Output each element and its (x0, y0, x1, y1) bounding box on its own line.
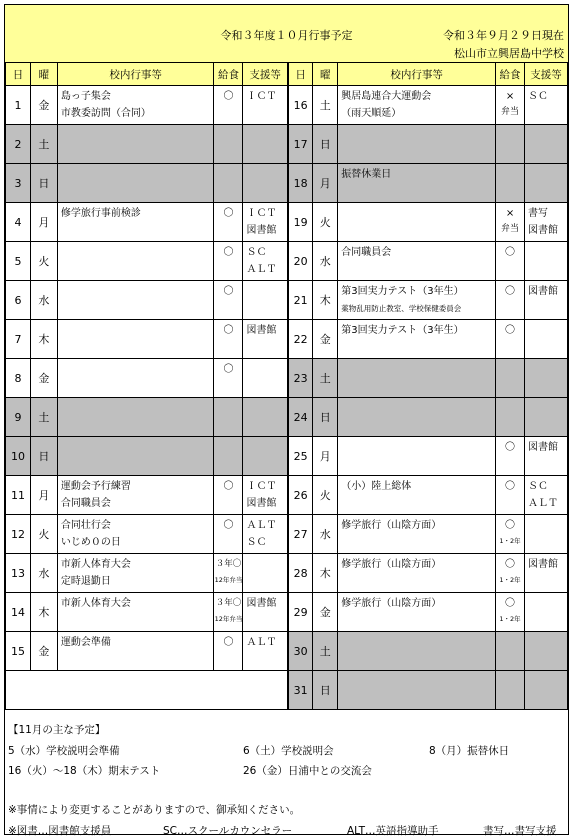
day-cell: 24 (288, 398, 313, 437)
table-row (6, 554, 568, 593)
lunch-cell (496, 359, 525, 398)
event-text: 定時退勤日 (60, 576, 111, 587)
support-text: 図書館 (246, 225, 277, 236)
weekday-cell: 木 (30, 593, 57, 632)
events-cell (338, 242, 496, 281)
day-cell: 8 (6, 359, 31, 398)
caution-note: ※事情により変更することがありますので、御承知ください。 (8, 804, 301, 816)
event-text: 第3回実力テスト（3年生） (341, 286, 464, 297)
events-cell (338, 164, 496, 203)
weekday-cell: 月 (313, 437, 338, 476)
lunch-cell (496, 515, 525, 554)
day-cell: 27 (288, 515, 313, 554)
lunch-note: 12年弁当 (214, 615, 243, 623)
event-text: （小）陸上総体 (341, 481, 412, 492)
event-text: 修学旅行（山陰方面） (341, 520, 442, 531)
col-header: 校内行事等 (57, 63, 214, 86)
support-cell (525, 476, 568, 515)
day-cell: 31 (288, 671, 313, 710)
lunch-cell (496, 125, 525, 164)
col-header: 支援等 (243, 63, 288, 86)
lunch-cell (496, 593, 525, 632)
lunch-cell (214, 125, 243, 164)
day-cell: 25 (288, 437, 313, 476)
lunch-cell (496, 86, 525, 125)
events-cell (57, 320, 214, 359)
day-cell: 12 (6, 515, 31, 554)
lunch-cell (214, 554, 243, 593)
lunch-mark: × (505, 208, 515, 219)
table-row (6, 476, 568, 515)
lunch-cell (496, 437, 525, 476)
day-cell: 26 (288, 476, 313, 515)
col-header: 曜 (30, 63, 57, 86)
support-cell (243, 632, 288, 671)
table-row (6, 164, 568, 203)
page-title: 令和３年度１０月行事予定 (220, 29, 353, 42)
weekday-cell: 木 (313, 554, 338, 593)
day-cell: 4 (6, 203, 31, 242)
day-cell: 1 (6, 86, 31, 125)
column-header-row (6, 63, 568, 86)
day-cell: 21 (288, 281, 313, 320)
lunch-note: 1・2年 (499, 576, 521, 584)
weekday-cell: 日 (313, 671, 338, 710)
support-text: 図書館 (528, 442, 558, 453)
events-cell (57, 242, 214, 281)
lunch-cell (214, 632, 243, 671)
support-cell (243, 281, 288, 320)
day-cell: 13 (6, 554, 31, 593)
support-text: ＡＬＴ (528, 498, 558, 509)
notes-heading: 【11月の主な予定】 (8, 724, 106, 736)
lunch-note: 弁当 (501, 107, 520, 117)
day-cell: 15 (6, 632, 31, 671)
day-cell: 22 (288, 320, 313, 359)
weekday-cell: 水 (313, 242, 338, 281)
support-cell (525, 242, 568, 281)
note-item: 5（水）学校説明会準備 (8, 745, 120, 757)
events-cell (57, 164, 214, 203)
day-cell: 2 (6, 125, 31, 164)
support-cell (243, 125, 288, 164)
lunch-cell (214, 86, 243, 125)
lunch-cell (214, 359, 243, 398)
day-cell: 20 (288, 242, 313, 281)
lunch-mark: 〇 (505, 325, 516, 336)
event-text: 市新人体育大会 (60, 559, 131, 570)
col-header: 日 (6, 63, 31, 86)
weekday-cell: 土 (313, 86, 338, 125)
day-cell: 7 (6, 320, 31, 359)
support-cell (525, 437, 568, 476)
event-text: 市新人体育大会 (60, 598, 131, 609)
support-cell (525, 593, 568, 632)
day-cell: 28 (288, 554, 313, 593)
school-name: 松山市立興居島中学校 (454, 47, 564, 60)
table-row (6, 281, 568, 320)
day-cell: 17 (288, 125, 313, 164)
event-text: 修学旅行（山陰方面） (341, 559, 442, 570)
weekday-cell: 火 (30, 515, 57, 554)
col-header: 校内行事等 (338, 63, 496, 86)
weekday-cell: 金 (313, 320, 338, 359)
day-cell: 19 (288, 203, 313, 242)
support-cell (243, 515, 288, 554)
lunch-cell (214, 515, 243, 554)
support-cell (525, 164, 568, 203)
weekday-cell: 金 (30, 359, 57, 398)
lunch-cell (214, 242, 243, 281)
events-cell (57, 632, 214, 671)
lunch-cell (496, 398, 525, 437)
events-cell (57, 398, 214, 437)
event-text: 市教委訪問（合同） (60, 108, 151, 119)
day-cell: 14 (6, 593, 31, 632)
lunch-mark: 〇 (505, 442, 516, 453)
support-cell (243, 476, 288, 515)
event-subtext: 薬物乱用防止教室、学校保健委員会 (341, 304, 462, 313)
weekday-cell: 土 (30, 398, 57, 437)
day-cell: 29 (288, 593, 313, 632)
lunch-cell (496, 203, 525, 242)
lunch-cell (496, 242, 525, 281)
event-text: 合同職員会 (341, 247, 392, 258)
lunch-mark: × (505, 91, 515, 102)
support-cell (525, 515, 568, 554)
day-cell: 9 (6, 398, 31, 437)
support-cell (243, 86, 288, 125)
support-cell (525, 359, 568, 398)
lunch-note: 弁当 (501, 224, 520, 234)
support-cell (525, 554, 568, 593)
events-cell (57, 437, 214, 476)
support-cell (243, 320, 288, 359)
table-row (6, 320, 568, 359)
events-cell (338, 281, 496, 320)
events-cell (57, 359, 214, 398)
day-cell: 11 (6, 476, 31, 515)
lunch-cell (214, 164, 243, 203)
support-text: 図書館 (246, 598, 277, 609)
calendar-table (5, 62, 568, 710)
support-text: ＩＣＴ (246, 208, 277, 219)
event-text: （雨天順延） (341, 108, 402, 119)
col-header: 曜 (313, 63, 338, 86)
weekday-cell: 土 (313, 632, 338, 671)
lunch-mark: 〇 (223, 286, 234, 297)
lunch-cell (214, 476, 243, 515)
weekday-cell: 水 (30, 554, 57, 593)
support-cell (525, 398, 568, 437)
events-cell (338, 86, 496, 125)
support-cell (243, 554, 288, 593)
support-text: ＳＣ (246, 247, 267, 258)
support-cell (243, 203, 288, 242)
event-text: いじめ０の日 (60, 537, 121, 548)
support-text: ＩＣＴ (246, 481, 277, 492)
legend-item: ALT…英語指導助手 (347, 825, 439, 837)
support-text: ＳＣ (528, 91, 548, 102)
lunch-cell (214, 320, 243, 359)
weekday-cell: 日 (30, 437, 57, 476)
col-header: 給食 (214, 63, 243, 86)
event-text: 運動会予行練習 (60, 481, 131, 492)
events-cell (338, 125, 496, 164)
lunch-cell (496, 281, 525, 320)
weekday-cell: 木 (313, 281, 338, 320)
events-cell (57, 203, 214, 242)
event-text: 振替休業日 (341, 169, 392, 180)
empty-cell (6, 671, 288, 710)
weekday-cell: 水 (313, 515, 338, 554)
day-cell: 16 (288, 86, 313, 125)
note-item: 16（火）～18（木）期末テスト (8, 765, 161, 777)
event-text: 興居島連合大運動会 (341, 91, 432, 102)
lunch-mark: 〇 (505, 286, 516, 297)
events-cell (57, 281, 214, 320)
events-cell (338, 593, 496, 632)
lunch-mark: 〇 (223, 637, 234, 648)
weekday-cell: 金 (30, 86, 57, 125)
note-item: 6（土）学校説明会 (243, 745, 334, 757)
support-cell (525, 86, 568, 125)
support-cell (243, 164, 288, 203)
event-text: 合同壮行会 (60, 520, 111, 531)
note-item: 8（月）振替休日 (429, 745, 510, 757)
events-cell (338, 359, 496, 398)
day-cell: 10 (6, 437, 31, 476)
events-cell (338, 515, 496, 554)
support-cell (525, 320, 568, 359)
table-row (6, 125, 568, 164)
table-row (6, 242, 568, 281)
weekday-cell: 月 (313, 164, 338, 203)
lunch-cell (214, 281, 243, 320)
lunch-mark: 〇 (223, 481, 234, 492)
day-cell: 30 (288, 632, 313, 671)
weekday-cell: 火 (313, 476, 338, 515)
support-cell (243, 593, 288, 632)
lunch-cell (214, 437, 243, 476)
lunch-mark: 〇 (505, 598, 516, 609)
events-cell (338, 398, 496, 437)
weekday-cell: 日 (313, 125, 338, 164)
weekday-cell: 金 (313, 593, 338, 632)
weekday-cell: 月 (30, 476, 57, 515)
events-cell (338, 320, 496, 359)
support-text: ＡＬＴ (246, 520, 277, 531)
weekday-cell: 木 (30, 320, 57, 359)
events-cell (338, 554, 496, 593)
table-row (6, 203, 568, 242)
weekday-cell: 土 (30, 125, 57, 164)
lunch-note: 1・2年 (499, 537, 521, 545)
lunch-cell (496, 476, 525, 515)
weekday-cell: 水 (30, 281, 57, 320)
support-text: ＡＬＴ (246, 264, 277, 275)
legend-item: ※図書…図書館支援員 (8, 825, 112, 837)
table-row (6, 398, 568, 437)
events-cell (57, 125, 214, 164)
table-row (6, 359, 568, 398)
support-cell (243, 437, 288, 476)
events-cell (57, 593, 214, 632)
events-cell (57, 515, 214, 554)
lunch-mark: 〇 (223, 247, 234, 258)
support-cell (525, 203, 568, 242)
day-cell: 5 (6, 242, 31, 281)
weekday-cell: 日 (313, 398, 338, 437)
support-text: ＡＬＴ (246, 637, 277, 648)
lunch-mark: ３年〇 (215, 559, 242, 569)
lunch-cell (496, 632, 525, 671)
table-row (6, 86, 568, 125)
lunch-cell (496, 671, 525, 710)
event-text: 修学旅行（山陰方面） (341, 598, 442, 609)
event-text: 運動会準備 (60, 637, 111, 648)
support-text: ＩＣＴ (246, 91, 277, 102)
support-text: 図書館 (246, 325, 277, 336)
support-text: 図書館 (528, 286, 558, 297)
lunch-mark: 〇 (223, 91, 234, 102)
events-cell (57, 476, 214, 515)
event-text: 島っ子集会 (60, 91, 111, 102)
weekday-cell: 火 (313, 203, 338, 242)
event-text: 第3回実力テスト（3年生） (341, 325, 464, 336)
lunch-mark: 〇 (223, 325, 234, 336)
lunch-mark: 〇 (505, 520, 516, 531)
support-cell (525, 281, 568, 320)
day-cell: 18 (288, 164, 313, 203)
support-text: 図書館 (246, 498, 277, 509)
events-cell (338, 476, 496, 515)
lunch-cell (496, 554, 525, 593)
schedule-sheet (4, 4, 569, 835)
lunch-mark: 〇 (223, 364, 234, 375)
lunch-mark: 〇 (223, 520, 234, 531)
table-row (6, 593, 568, 632)
lunch-mark: 〇 (223, 208, 234, 219)
event-text: 修学旅行事前検診 (60, 208, 141, 219)
weekday-cell: 月 (30, 203, 57, 242)
events-cell (338, 437, 496, 476)
col-header: 支援等 (525, 63, 568, 86)
table-row (6, 671, 568, 710)
legend-item: 書写…書写支援 (483, 825, 557, 837)
lunch-cell (214, 593, 243, 632)
table-row (6, 437, 568, 476)
events-cell (338, 203, 496, 242)
as-of-date: 令和３年９月２９日現在 (443, 29, 564, 42)
lunch-note: 1・2年 (499, 615, 521, 623)
weekday-cell: 金 (30, 632, 57, 671)
col-header: 給食 (496, 63, 525, 86)
weekday-cell: 火 (30, 242, 57, 281)
support-text: 書写 (528, 208, 548, 219)
events-cell (57, 86, 214, 125)
events-cell (57, 554, 214, 593)
lunch-mark: 〇 (505, 559, 516, 570)
lunch-note: 12年弁当 (214, 576, 243, 584)
support-cell (243, 242, 288, 281)
day-cell: 6 (6, 281, 31, 320)
lunch-mark: 〇 (505, 247, 516, 258)
note-item: 26（金）日浦中との交流会 (243, 765, 372, 777)
support-cell (525, 671, 568, 710)
support-cell (525, 125, 568, 164)
legend-item: SC…スクールカウンセラー (163, 825, 293, 837)
day-cell: 3 (6, 164, 31, 203)
lunch-cell (496, 164, 525, 203)
support-text: ＳＣ (528, 481, 548, 492)
support-cell (243, 359, 288, 398)
events-cell (338, 632, 496, 671)
table-row (6, 515, 568, 554)
day-cell: 23 (288, 359, 313, 398)
lunch-mark: 〇 (505, 481, 516, 492)
header (5, 5, 568, 63)
support-text: 図書館 (528, 559, 558, 570)
lunch-mark: ３年〇 (215, 598, 242, 608)
weekday-cell: 日 (30, 164, 57, 203)
support-text: 図書館 (528, 225, 558, 236)
support-cell (243, 398, 288, 437)
event-text: 合同職員会 (60, 498, 111, 509)
lunch-cell (214, 203, 243, 242)
weekday-cell: 土 (313, 359, 338, 398)
lunch-cell (496, 320, 525, 359)
events-cell (338, 671, 496, 710)
support-text: ＳＣ (246, 537, 267, 548)
lunch-cell (214, 398, 243, 437)
table-row (6, 632, 568, 671)
col-header: 日 (288, 63, 313, 86)
support-cell (525, 632, 568, 671)
